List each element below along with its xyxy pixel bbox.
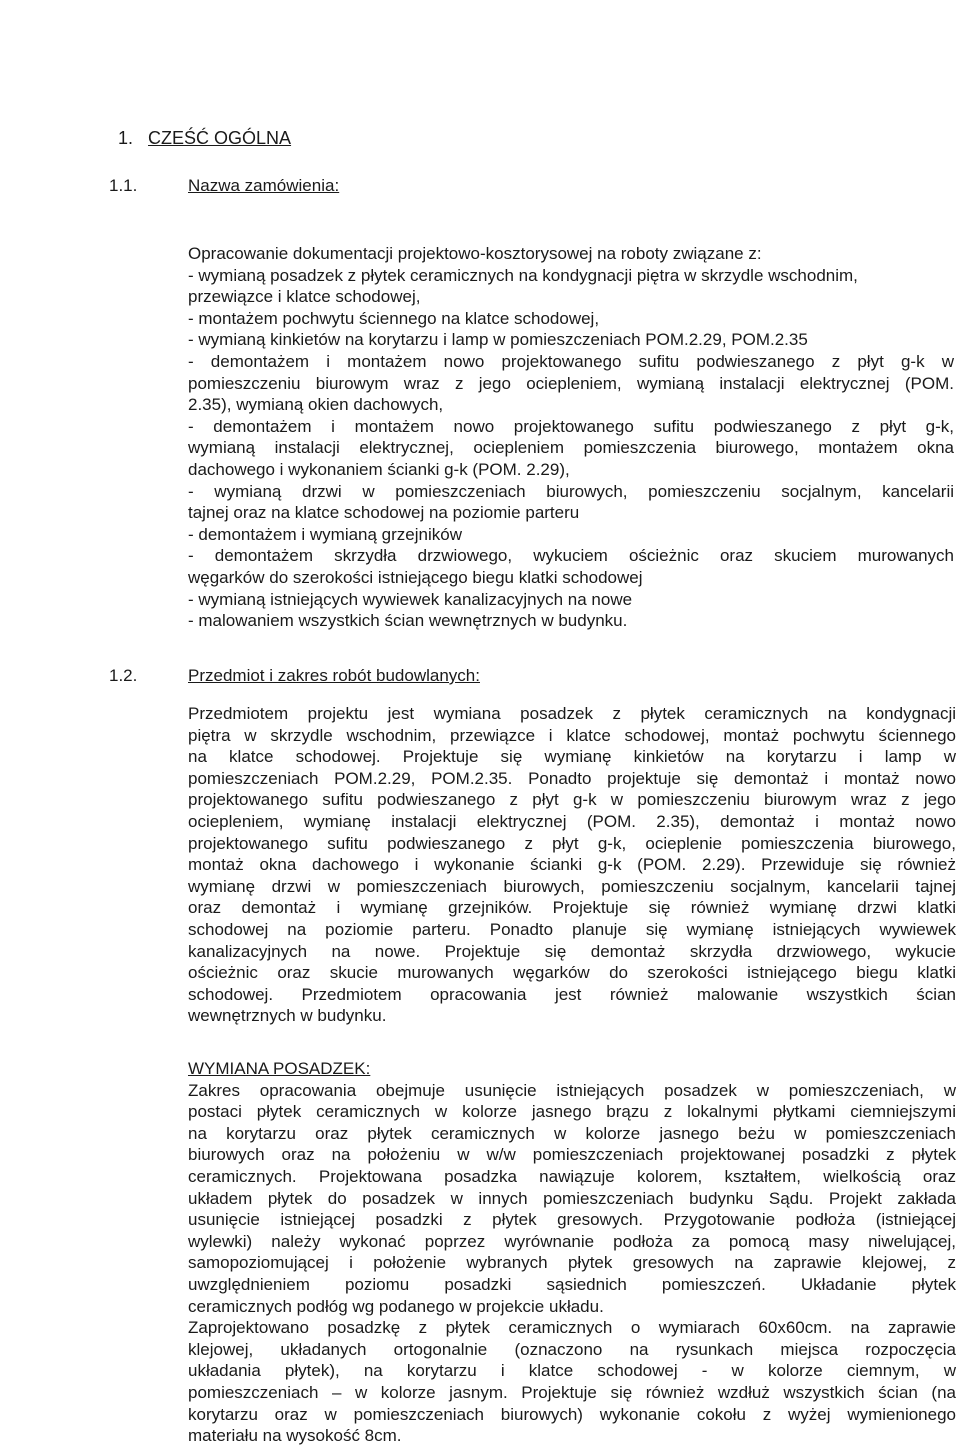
text-line: - demontażem i montażem nowo projektowanego sufitu podwieszanego z płyt g-k w (188, 351, 954, 371)
text-line: Przedmiotem projektu jest wymiana posadzek z płytek ceramicznych na kondygnacji (188, 704, 956, 723)
text-line: układania płytek), na korytarzu i klatce schodowej - w kolorze ciemnym, w (188, 1361, 956, 1381)
text-line: Zakres opracowania obejmuje usunięcie istniejących posadzek w pomieszczeniach, w (188, 1080, 956, 1100)
text-line: na korytarzu oraz płytek ceramicznych w kolorze jasnego beżu w pomieszczeniach (188, 1123, 956, 1143)
section-1-2-number: 1.2. (109, 666, 138, 685)
text-line: materiału na wysokość 8cm. (188, 1426, 402, 1446)
floor-replacement-heading: WYMIANA POSADZEK: (188, 1059, 371, 1078)
text-line: oraz demontaż i wymianę grzejników. Projektuje się również wymianę drzwi klatki (188, 898, 956, 918)
text-line: piętra w skrzydle wschodnim, przewiązce i klatce schodowej, montaż pochwytu ściennego (188, 725, 956, 745)
text-line: ościeżnic oraz skucie murowanych węgarków do szerokości istniejącego biegu klatki (188, 963, 956, 983)
text-line: klejowej, układanych ortogonalnie (oznaczono na rysunkach miejsca rozpoczęcia (188, 1339, 956, 1359)
text-line: projektowanego sufitu podwieszanego z płyt g-k, ocieplenie pomieszczenia biurowego, (188, 833, 956, 853)
text-line: wylewki) należy wykonać poprzez wyrównanie podłoża za pomocą masy niwelującej, (188, 1231, 956, 1251)
section-1-1-number: 1.1. (109, 176, 138, 195)
text-line: pomieszczeniach – w kolorze jasnym. Projektuje się również wzdłuż wszystkich ścian (na (188, 1382, 956, 1402)
text-line: wymianę drzwi w pomieszczeniach biurowych, pomieszczeniu socjalnym, kancelarii tajnej (188, 876, 956, 896)
text-line: 2.35), wymianą okien dachowych, (188, 395, 444, 415)
text-line: na klatce schodowej. Projektuje się wymianę kinkietów na korytarzu i lamp w (188, 747, 956, 767)
text-line: biurowych oraz na położeniu w w/w pomieszczeniach projektowanej posadzki z płytek (188, 1145, 956, 1165)
text-line: Opracowanie dokumentacji projektowo-kosztorysowej na roboty związane z: (188, 244, 762, 263)
text-line: pomieszczeniu biurowym wraz z jego ociepleniem, wymianą instalacji elektrycznej (POM. (188, 373, 954, 393)
section-1-1-title: Nazwa zamówienia: (188, 176, 340, 195)
section-1-1-body (188, 243, 954, 632)
text-line: - malowaniem wszystkich ścian wewnętrznych w budynku. (188, 611, 628, 631)
chapter-heading (118, 126, 291, 150)
text-line: korytarzu oraz w pomieszczeniach biurowych) wykonanie cokołu z wyżej wymienionego (188, 1404, 956, 1424)
text-line: układem płytek do posadzek w innych pomieszczeniach budynku Sądu. Projekt zakłada (188, 1188, 956, 1208)
text-line: - demontażem i montażem nowo projektowanego sufitu podwieszanego z płyt g-k, (188, 416, 954, 436)
text-line: schodowej. Przedmiotem opracowania jest również malowanie wszystkich ścian (188, 984, 956, 1004)
text-line: uwzględnieniem poziomu posadzki sąsiednich pomieszczeń. Układanie płytek (188, 1274, 956, 1294)
text-line: projektowanego sufitu podwieszanego z płyt g-k w pomieszczeniu biurowym wraz z jego (188, 790, 956, 810)
text-line: - demontażem i wymianą grzejników (188, 524, 462, 544)
text-line: - wymianą kinkietów na korytarzu i lamp w pomieszczeniach POM.2.29, POM.2.35 (188, 330, 808, 350)
text-line: wewnętrznych w budynku. (188, 1006, 387, 1026)
text-line: - wymianą istniejących wywiewek kanalizacyjnych na nowe (188, 589, 633, 609)
text-line: - wymianą posadzek z płytek ceramicznych na kondygnacji piętra w skrzydle wschodnim, (188, 265, 858, 285)
text-line: ceramicznych podłóg wg podanego w projekcie układu. (188, 1296, 604, 1316)
text-line: tajnej oraz na klatce schodowej na poziomie parteru (188, 503, 580, 523)
text-line: samopoziomującej i położenie wybranych płytek gresowych na zaprawie klejowej, z (188, 1253, 956, 1273)
floor-replacement-section (188, 1058, 956, 1447)
text-line: - demontażem skrzydła drzwiowego, wykuciem ościeżnic oraz skuciem murowanych (188, 546, 954, 566)
text-line: - montażem pochwytu ściennego na klatce schodowej, (188, 308, 600, 328)
text-line: Zaprojektowano posadzkę z płytek ceramicznych o wymiarach 60x60cm. na zaprawie (188, 1318, 956, 1338)
text-line: montaż okna dachowego i wykonanie ścianki g-k (POM. 2.29). Przewiduje się również (188, 855, 956, 875)
text-line: schodowej na poziomie parteru. Ponadto planuje się wymianę istniejących wywiewek (188, 919, 956, 939)
text-line: węgarków do szerokości istniejącego biegu klatki schodowej (188, 567, 643, 587)
section-1-2-title: Przedmiot i zakres robót budowlanych: (188, 666, 480, 685)
text-line: ociepleniem, wymianę instalacji elektrycznej (POM. 2.35), demontaż i montaż nowo (188, 811, 956, 831)
section-1-2-body (188, 703, 956, 1027)
text-line: postaci płytek ceramicznych w kolorze jasnego brązu z lokalnymi płytkami ciemniejszymi (188, 1102, 956, 1122)
text-line: przewiązce i klatce schodowej, (188, 287, 421, 307)
text-line: kanalizacyjnych na nowe. Projektuje się demontaż skrzydła drzwiowego, wykucie (188, 941, 956, 961)
chapter-title: CZEŚĆ OGÓLNA (148, 128, 292, 148)
text-line: dachowego i wykonaniem ścianki g-k (POM. 2.29), (188, 459, 570, 479)
text-line: wymianą instalacji elektrycznej, ociepleniem pomieszczenia biurowego, montażem okna (188, 438, 954, 458)
text-line: usunięcie istniejącej posadzki z płytek gresowych. Przygotowanie podłoża (istniejącej (188, 1210, 956, 1230)
text-line: ceramicznych. Projektowana posadzka nawiązuje kolorem, kształtem, wielkością oraz (188, 1166, 956, 1186)
chapter-number: 1. (118, 128, 134, 148)
text-line: pomieszczeniach POM.2.29, POM.2.35. Ponadto projektuje się demontaż i montaż nowo (188, 768, 956, 788)
text-line: - wymianą drzwi w pomieszczeniach biurowych, pomieszczeniu socjalnym, kancelarii (188, 481, 954, 501)
